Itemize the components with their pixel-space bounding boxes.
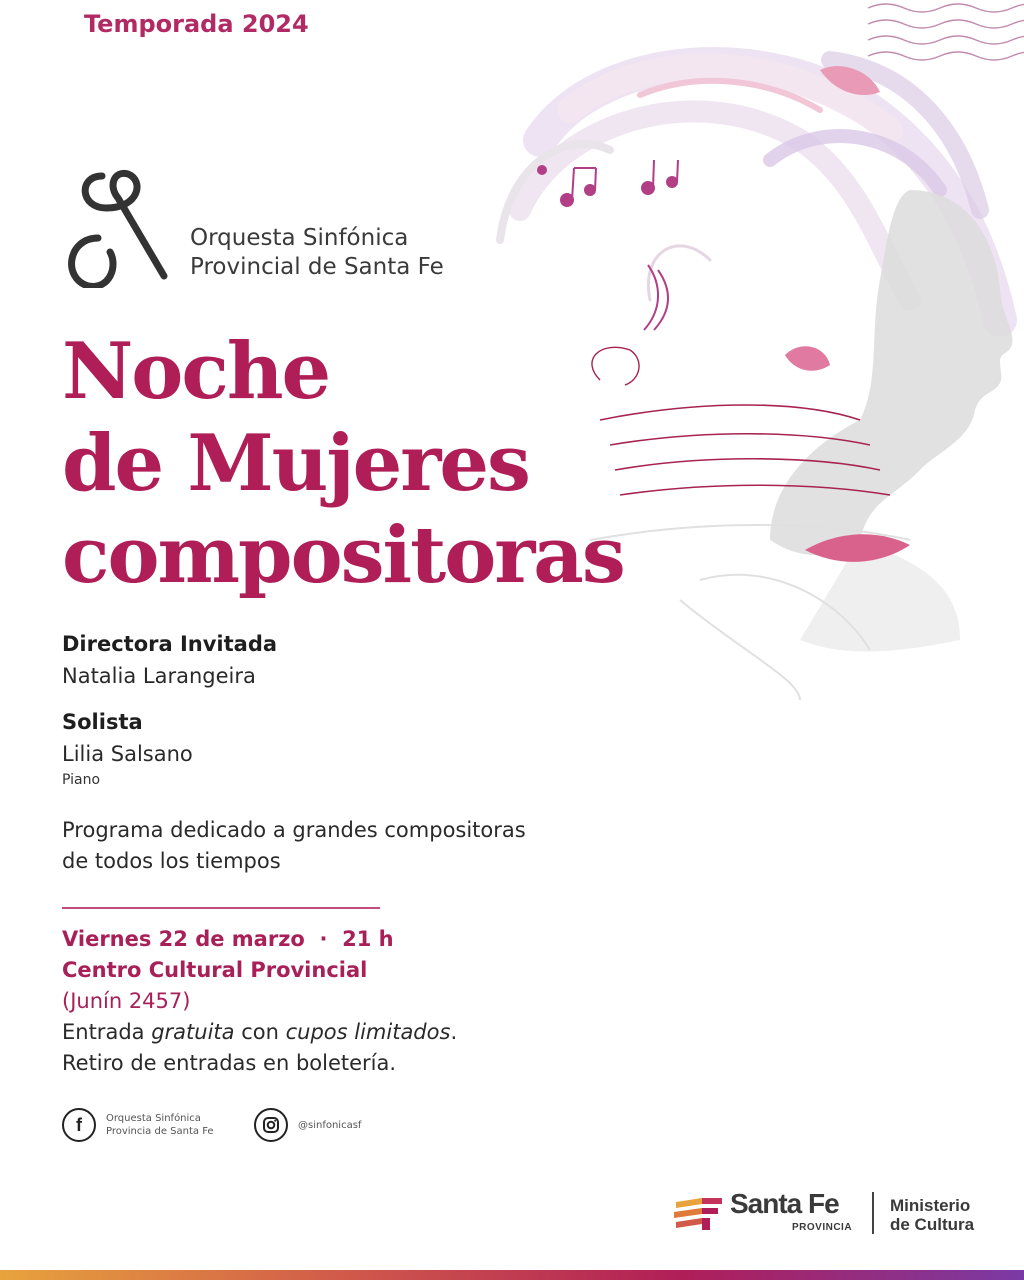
entry-suffix: . [450, 1020, 458, 1044]
event-time: 21 h [342, 927, 394, 951]
concert-title [62, 326, 624, 602]
entry-prefix: Entrada [62, 1020, 152, 1044]
instagram-link[interactable] [254, 1108, 361, 1142]
bottom-color-bar [0, 1270, 1024, 1280]
ministry-line2: de Cultura [890, 1215, 975, 1234]
event-datetime [62, 924, 457, 955]
program-line1: Programa dedicado a grandes compositoras [62, 818, 526, 842]
event-venue: Centro Cultural Provincial [62, 958, 368, 982]
event-entry [62, 1017, 457, 1048]
program-description [62, 815, 526, 877]
santafe-flag-icon [672, 1194, 724, 1234]
organization-name-line1: Orquesta Sinfónica [190, 225, 409, 251]
facebook-icon: f [62, 1108, 96, 1142]
soloist-label: Solista [62, 710, 143, 734]
organization-name [190, 224, 444, 282]
santafe-provincia: PROVINCIA [792, 1222, 853, 1233]
orchestra-logo-icon [58, 168, 168, 288]
director-label: Directora Invitada [62, 632, 278, 656]
entry-limited: cupos limitados [285, 1020, 451, 1044]
concert-title-line3: compositoras [62, 510, 624, 601]
event-separator: · [319, 927, 328, 951]
ministry-name [890, 1196, 974, 1234]
footer-divider [872, 1192, 874, 1234]
organization-name-line2: Provincial de Santa Fe [190, 254, 444, 280]
footer-logos [672, 1188, 1002, 1242]
facebook-link[interactable] [62, 1108, 214, 1142]
instagram-icon [254, 1108, 288, 1142]
divider [62, 907, 380, 909]
ministry-line1: Ministerio [890, 1196, 971, 1215]
facebook-text [106, 1112, 214, 1138]
season-label: Temporada 2024 [84, 10, 309, 38]
soloist-instrument: Piano [62, 772, 101, 788]
soloist-name: Lilia Salsano [62, 742, 193, 766]
program-line2: de todos los tiempos [62, 849, 281, 873]
event-address: (Junín 2457) [62, 989, 191, 1013]
event-pickup: Retiro de entradas en boletería. [62, 1051, 397, 1075]
entry-free: gratuita [151, 1020, 235, 1044]
santafe-wordmark: Santa Fe [730, 1188, 839, 1219]
director-name: Natalia Larangeira [62, 664, 256, 688]
facebook-line2: Provincia de Santa Fe [106, 1126, 214, 1137]
facebook-line1: Orquesta Sinfónica [106, 1113, 201, 1124]
entry-mid: con [234, 1020, 286, 1044]
instagram-handle: @sinfonicasf [298, 1119, 362, 1131]
concert-title-line2: de Mujeres [62, 418, 529, 509]
event-details [62, 924, 457, 1079]
event-date: Viernes 22 de marzo [62, 927, 305, 951]
concert-title-line1: Noche [62, 326, 330, 417]
